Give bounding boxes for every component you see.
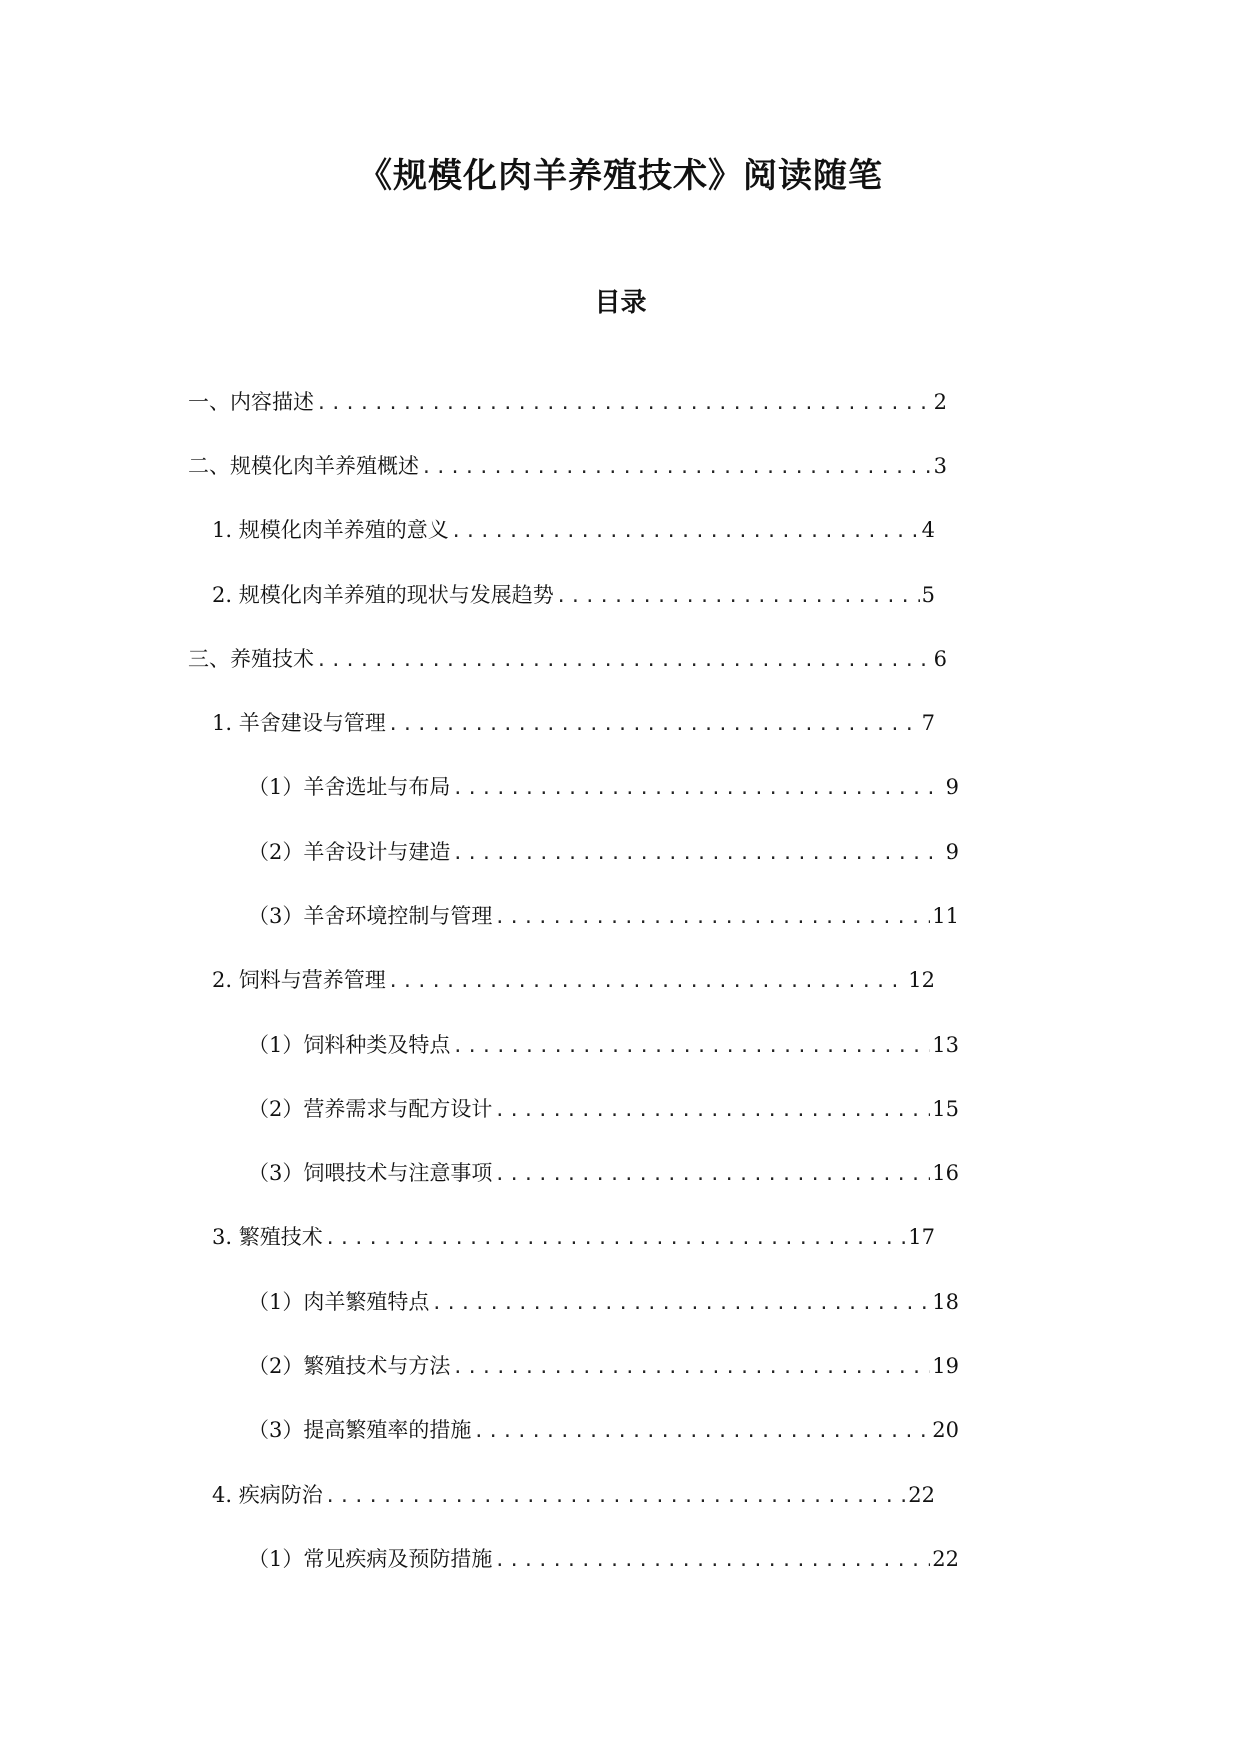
toc-entry-page: 7 <box>921 711 935 735</box>
toc-entry-breeding-techniques[interactable] <box>188 644 947 674</box>
toc-entry-label: 3. 繁殖技术 <box>212 1225 323 1249</box>
toc-entry-label: 4. 疾病防治 <box>212 1483 323 1507</box>
toc-entry-label: （3）提高繁殖率的措施 <box>248 1418 472 1442</box>
toc-entry-label: （2）繁殖技术与方法 <box>248 1354 451 1378</box>
toc-entry-overview[interactable] <box>188 451 947 481</box>
toc-leader-dots <box>556 582 920 612</box>
toc-leader-dots <box>316 646 932 676</box>
toc-entry-reproduction-rate[interactable] <box>248 1415 959 1445</box>
toc-entry-feeding-notes[interactable] <box>248 1158 959 1188</box>
toc-entry-page: 3 <box>933 454 947 478</box>
toc-entry-page: 2 <box>933 390 947 414</box>
toc-entry-sheepfold[interactable] <box>212 708 935 738</box>
toc-entry-label: 三、养殖技术 <box>188 647 314 671</box>
toc-entry-common-diseases[interactable] <box>248 1544 959 1574</box>
page-title: 《规模化肉羊养殖技术》阅读随笔 <box>358 156 883 196</box>
toc-entry-site-layout[interactable] <box>248 772 959 802</box>
toc-entry-content-description[interactable] <box>188 387 947 417</box>
toc-entry-page: 9 <box>945 775 959 799</box>
toc-entry-label: （1）常见疾病及预防措施 <box>248 1547 493 1571</box>
toc-entry-reproduction-methods[interactable] <box>248 1351 959 1381</box>
toc-heading: 目录 <box>594 288 647 318</box>
toc-entry-page: 12 <box>908 968 935 992</box>
toc-leader-dots <box>494 903 930 933</box>
toc-leader-dots <box>421 453 932 483</box>
toc-entry-disease-control[interactable] <box>212 1480 935 1510</box>
toc-entry-label: 2. 规模化肉羊养殖的现状与发展趋势 <box>212 583 554 607</box>
toc-leader-dots <box>452 1353 930 1383</box>
toc-entry-label: （2）羊舍设计与建造 <box>248 840 451 864</box>
toc-entry-page: 9 <box>945 840 959 864</box>
toc-entry-feed-nutrition[interactable] <box>212 965 935 995</box>
toc-leader-dots <box>473 1417 930 1447</box>
toc-entry-page: 16 <box>932 1161 959 1185</box>
toc-entry-label: （1）羊舍选址与布局 <box>248 775 451 799</box>
toc-entry-reproduction[interactable] <box>212 1222 935 1252</box>
toc-entry-label: 1. 羊舍建设与管理 <box>212 711 386 735</box>
toc-entry-page: 22 <box>932 1547 959 1571</box>
toc-entry-significance[interactable] <box>212 515 935 545</box>
toc-entry-status-trends[interactable] <box>212 580 935 610</box>
toc-entry-page: 13 <box>932 1033 959 1057</box>
toc-entry-page: 22 <box>908 1483 935 1507</box>
toc-leader-dots <box>494 1096 930 1126</box>
toc-entry-label: （2）营养需求与配方设计 <box>248 1097 493 1121</box>
toc-leader-dots <box>452 839 943 869</box>
toc-leader-dots <box>494 1546 930 1576</box>
toc-entry-page: 19 <box>932 1354 959 1378</box>
toc-leader-dots <box>431 1289 930 1319</box>
toc-entry-label: （1）肉羊繁殖特点 <box>248 1290 430 1314</box>
toc-entry-page: 5 <box>921 583 935 607</box>
toc-entry-design-construction[interactable] <box>248 837 959 867</box>
toc-entry-label: 二、规模化肉羊养殖概述 <box>188 454 419 478</box>
toc-leader-dots <box>325 1224 907 1254</box>
toc-entry-label: 2. 饲料与营养管理 <box>212 968 386 992</box>
toc-entry-label: 1. 规模化肉羊养殖的意义 <box>212 518 449 542</box>
toc-leader-dots <box>452 774 943 804</box>
toc-leader-dots <box>451 517 920 547</box>
toc-entry-page: 6 <box>933 647 947 671</box>
toc-entry-page: 4 <box>921 518 935 542</box>
toc-entry-environment-control[interactable] <box>248 901 959 931</box>
toc-entry-page: 17 <box>908 1225 935 1249</box>
toc-entry-reproduction-traits[interactable] <box>248 1287 959 1317</box>
toc-entry-label: （1）饲料种类及特点 <box>248 1033 451 1057</box>
toc-leader-dots <box>388 710 920 740</box>
toc-entry-label: （3）羊舍环境控制与管理 <box>248 904 493 928</box>
toc-leader-dots <box>452 1032 930 1062</box>
toc-entry-feed-types[interactable] <box>248 1030 959 1060</box>
toc-entry-label: 一、内容描述 <box>188 390 314 414</box>
toc-leader-dots <box>388 967 907 997</box>
toc-entry-page: 15 <box>932 1097 959 1121</box>
toc-entry-page: 11 <box>932 904 959 928</box>
toc-entry-page: 20 <box>932 1418 959 1442</box>
toc-leader-dots <box>494 1160 930 1190</box>
toc-entry-nutrition-formula[interactable] <box>248 1094 959 1124</box>
toc-entry-page: 18 <box>932 1290 959 1314</box>
toc-leader-dots <box>325 1482 907 1512</box>
toc-entry-label: （3）饲喂技术与注意事项 <box>248 1161 493 1185</box>
toc-leader-dots <box>316 389 932 419</box>
